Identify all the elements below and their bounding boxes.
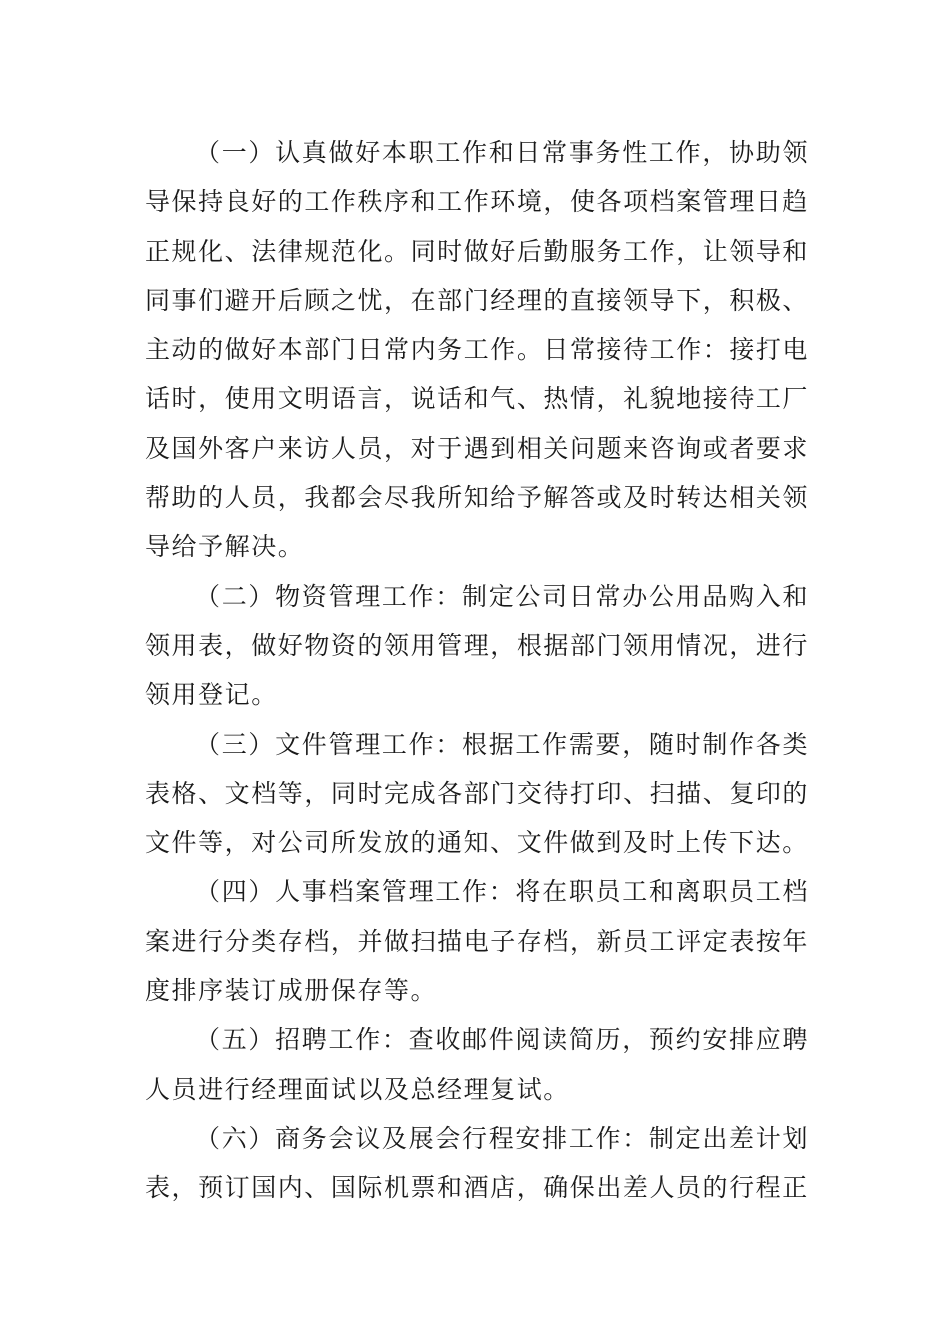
paragraph-3: （三）文件管理工作：根据工作需要，随时制作各类表格、文档等，同时完成各部门交待打印、扫描、复印的文件等，对公司所发放的通知、文件做到及时上传下达。	[145, 729, 809, 858]
paragraph-4: （四）人事档案管理工作：将在职员工和离职员工档案进行分类存档，并做扫描电子存档，新员工评定表按年度排序装订成册保存等。	[145, 877, 809, 1006]
paragraph-5: （五）招聘工作：查收邮件阅读简历，预约安排应聘人员进行经理面试以及总经理复试。	[145, 1025, 809, 1104]
paragraph-6: （六）商务会议及展会行程安排工作：制定出差计划表，预订国内、国际机票和酒店，确保出差人员的行程正	[145, 1123, 809, 1203]
paragraph-2: （二）物资管理工作：制定公司日常办公用品购入和领用表，做好物资的领用管理，根据部门领用情况，进行领用登记。	[145, 581, 809, 710]
document-body	[145, 128, 809, 1213]
paragraph-1: （一）认真做好本职工作和日常事务性工作，协助领导保持良好的工作秩序和工作环境，使各项档案管理日趋正规化、法律规范化。同时做好后勤服务工作，让领导和同事们避开后顾之忧，在部门经理的直接领导下，积极、主动的做好本部门日常内务工作。日常接待工作：接打电话时，使用文明语言，说话和气、热情，礼貌地接待工厂及国外客户来访人员，对于遇到相关问题来咨询或者要求帮助的人员，我都会尽我所知给予解答或及时转达相关领导给予解决。	[145, 138, 809, 562]
